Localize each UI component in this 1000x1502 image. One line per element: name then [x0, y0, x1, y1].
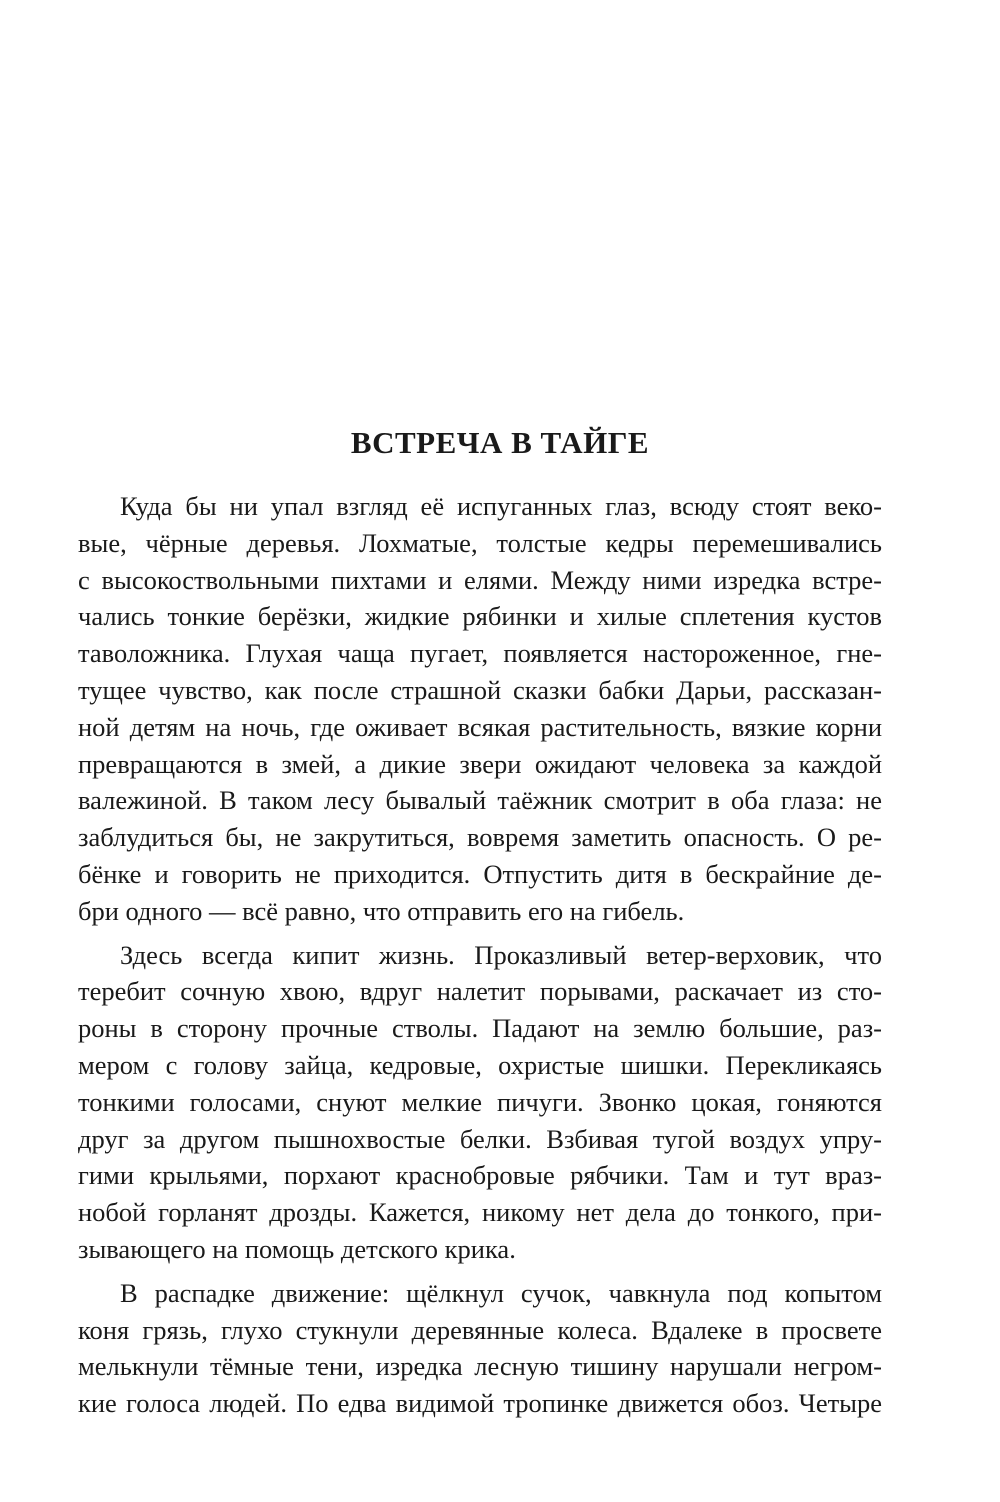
text-line: Здесь всегда кипит жизнь. Проказливый ветер-верховик, что [120, 939, 882, 970]
paragraph-3 [78, 1275, 882, 1422]
text-line: превращаются в змей, а дикие звери ожидают человека за каждой [78, 748, 882, 779]
text-line: коня грязь, глухо стукнули деревянные колеса. Вдалеке в просвете [78, 1314, 882, 1345]
text-line: таволожника. Глухая чаща пугает, появляется настороженное, гне- [78, 638, 882, 669]
text-line: валежиной. В таком лесу бывалый таёжник смотрит в оба глаза: не [78, 785, 882, 816]
text-line: бри одного — всё равно, что отправить его на гибель. [78, 895, 685, 926]
text-line: кие голоса людей. По едва видимой тропинке движется обоз. Четыре [78, 1388, 882, 1419]
text-line: зывающего на помощь детского крика. [78, 1233, 516, 1264]
text-line: теребит сочную хвою, вдруг налетит порывами, раскачает из сто- [78, 976, 882, 1007]
text-line: бёнке и говорить не приходится. Отпустить дитя в бескрайние де- [78, 858, 882, 889]
text-line: вые, чёрные деревья. Лохматые, толстые кедры перемешивались [78, 527, 882, 558]
text-line: мелькнули тёмные тени, изредка лесную тишину нарушали негром- [78, 1351, 882, 1382]
text-line: заблудиться бы, не закрутиться, вовремя заметить опасность. О ре- [78, 822, 882, 853]
text-line: тонкими голосами, снуют мелкие пичуги. Звонко цокая, гоняются [78, 1086, 882, 1117]
paragraph-2 [78, 937, 882, 1268]
text-line: с высокоствольными пихтами и елями. Между ними изредка встре- [78, 564, 882, 595]
text-line: нобой горланят дрозды. Кажется, никому нет дела до тонкого, при- [78, 1197, 882, 1228]
text-line: роны в сторону прочные стволы. Падают на землю большие, раз- [78, 1013, 882, 1044]
text-line: чались тонкие берёзки, жидкие рябинки и хилые сплетения кустов [78, 601, 882, 632]
text-line: В распадке движение: щёлкнул сучок, чавкнула под копытом [120, 1277, 882, 1308]
chapter-title: ВСТРЕЧА В ТАЙГЕ [350, 425, 650, 460]
text-line: ной детям на ночь, где оживает всякая растительность, вязкие корни [78, 711, 882, 742]
text-line: друг за другом пышнохвостые белки. Взбивая тугой воздух упру- [78, 1123, 882, 1154]
paragraph-1 [78, 488, 882, 930]
text-line: мером с голову зайца, кедровые, охристые шишки. Перекликаясь [78, 1049, 882, 1080]
text-line: гими крыльями, порхают краснобровые рябчики. Там и тут враз- [78, 1160, 882, 1191]
text-line: тущее чувство, как после страшной сказки бабки Дарьи, рассказан- [78, 674, 882, 705]
body-text [78, 488, 882, 1422]
text-line: Куда бы ни упал взгляд её испуганных глаз, всюду стоят веко- [120, 491, 882, 521]
